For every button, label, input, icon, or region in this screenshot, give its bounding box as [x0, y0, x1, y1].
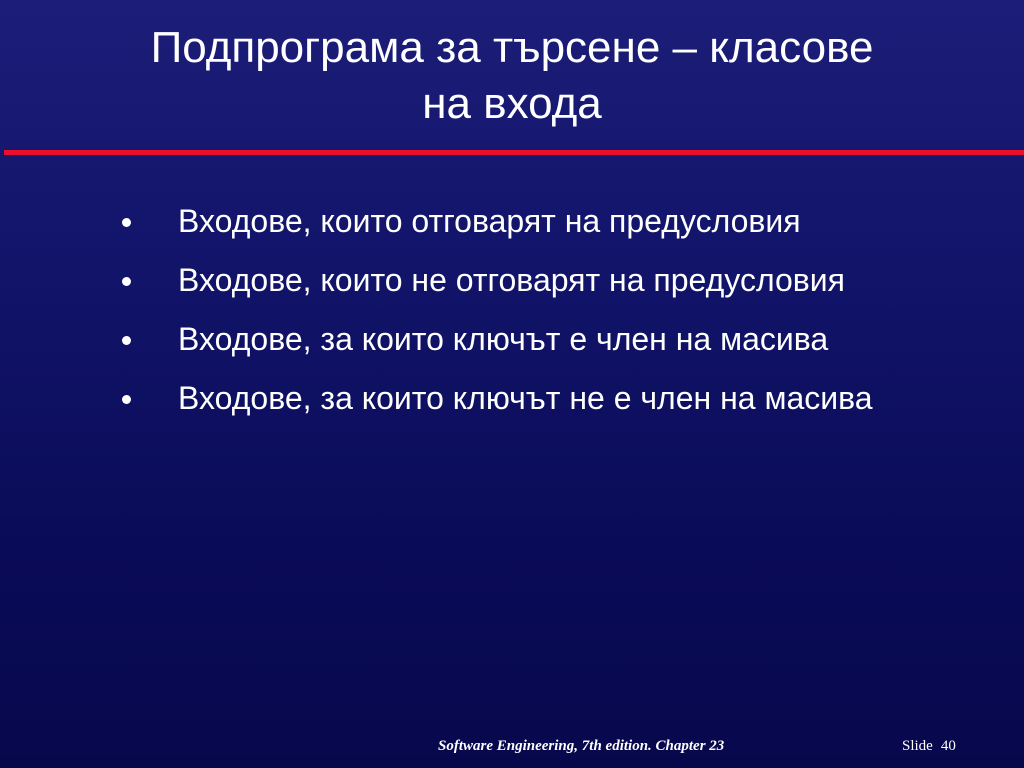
slide-title-line-2: на входа [422, 79, 602, 128]
slide-title-line-1: Подпрограма за търсене – класове [150, 23, 874, 72]
slide-number: 40 [940, 738, 956, 754]
bullet-dot-icon [122, 336, 131, 345]
bullet-text: Входове, които отговарят на предусловия [178, 203, 801, 239]
bullet-item [120, 198, 980, 244]
bullet-text: Входове, които не отговарят на предусловия [178, 262, 845, 298]
bullet-item [120, 257, 980, 303]
bullet-text: Входове, за които ключът е член на масива [178, 321, 829, 357]
footer-book-title: Software Engineering, 7th edition. Chapter 23 [438, 738, 725, 754]
title-divider [4, 150, 1024, 155]
footer-slide-number [902, 736, 956, 756]
bullet-item [120, 316, 980, 362]
bullet-list [120, 198, 980, 434]
bullet-text: Входове, за които ключът не е член на масива [178, 380, 873, 416]
bullet-dot-icon [122, 395, 131, 404]
slide-label: Slide [902, 738, 933, 754]
bullet-dot-icon [122, 218, 131, 227]
bullet-item [120, 375, 980, 421]
slide-title [0, 20, 1024, 132]
bullet-dot-icon [122, 277, 131, 286]
